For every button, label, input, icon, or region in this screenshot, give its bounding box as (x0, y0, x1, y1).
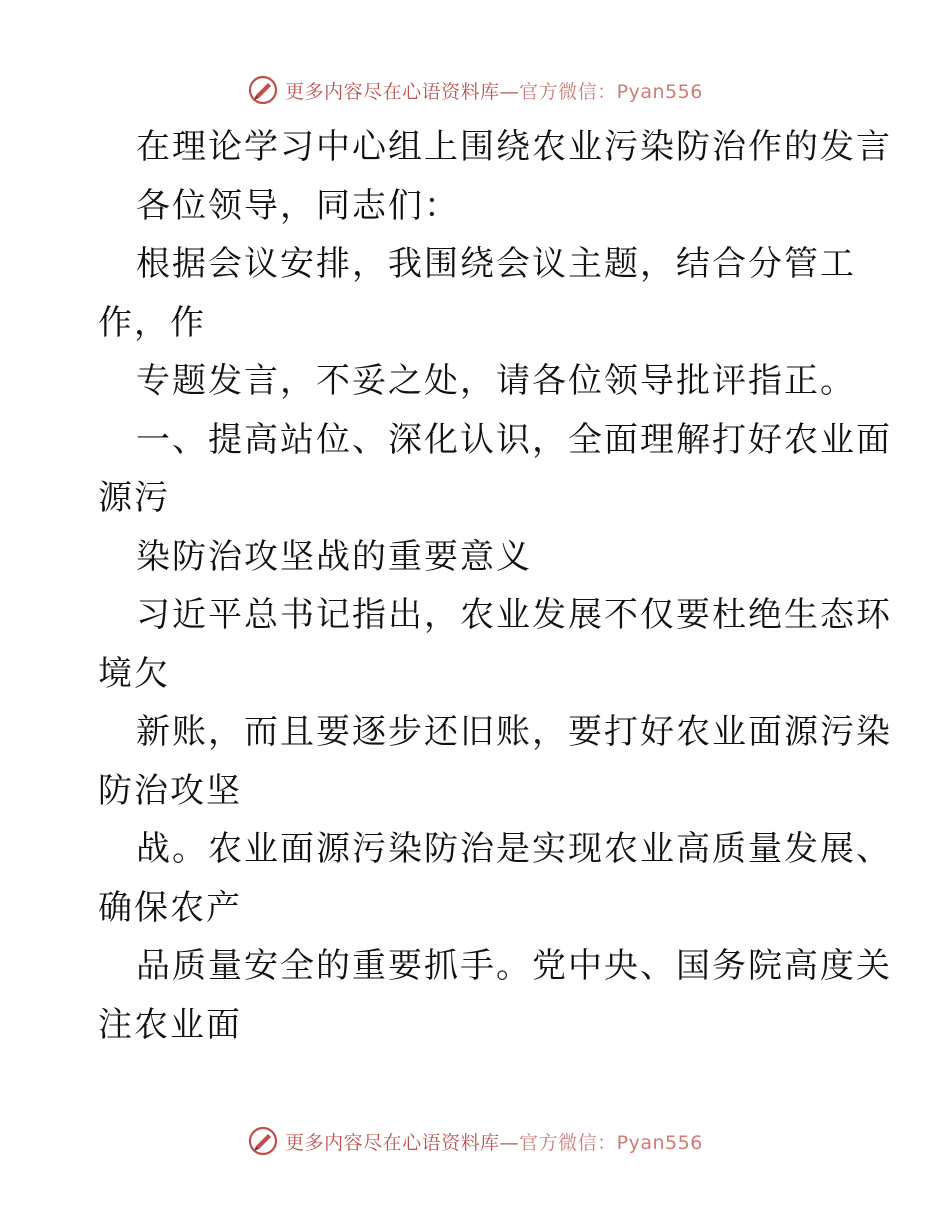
paragraph-line: 品质量安全的重要抓手。党中央、国务院高度关 (136, 946, 892, 986)
watermark-text: 更多内容尽在心语资料库— (285, 80, 520, 103)
footer-watermark (0, 1121, 950, 1161)
paragraph-line: 防治攻坚 (98, 770, 242, 811)
section-heading: 一、提高站位、深化认识，全面理解打好农业面 (136, 419, 892, 460)
paragraph-line: 根据会议安排，我围绕会议主题，结合分管工 (136, 244, 856, 284)
document-body (98, 118, 892, 1054)
paragraph-line: 习近平总书记指出，农业发展不仅要杜绝生态环 (136, 595, 892, 635)
paragraph-line: 战。农业面源污染防治是实现农业高质量发展、 (136, 829, 892, 869)
watermark-wechat: 官方微信：Pyan556 (519, 1131, 703, 1154)
paragraph-line: 专题发言，不妥之处，请各位领导批评指正。 (136, 361, 856, 401)
paragraph-line: 各位领导，同志们： (136, 185, 460, 226)
logo-icon (247, 74, 279, 106)
section-heading: 源污 (98, 478, 170, 518)
header-watermark (0, 70, 950, 110)
section-heading: 染防治攻坚战的重要意义 (136, 536, 532, 577)
paragraph-line: 注农业面 (98, 1004, 242, 1045)
paragraph-line: 新账，而且要逐步还旧账，要打好农业面源污染 (136, 712, 892, 752)
paragraph-line: 境欠 (98, 653, 170, 694)
document-title: 在理论学习中心组上围绕农业污染防治作的发言 (136, 127, 892, 167)
logo-icon (247, 1125, 279, 1157)
watermark-text: 更多内容尽在心语资料库— (285, 1131, 520, 1154)
watermark-wechat: 官方微信：Pyan556 (519, 80, 703, 103)
paragraph-line: 确保农产 (98, 887, 242, 928)
paragraph-line: 作，作 (98, 302, 206, 343)
